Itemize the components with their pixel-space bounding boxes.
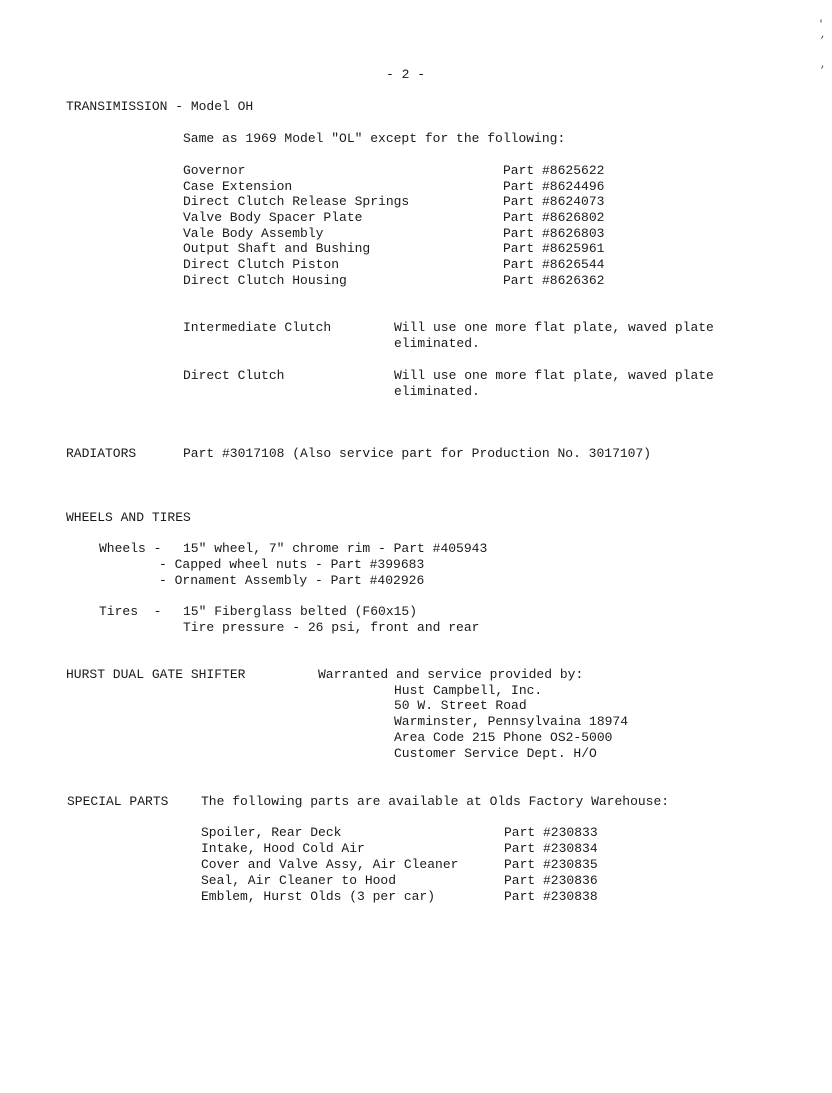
- special-part-number: Part #230838: [504, 889, 598, 904]
- wheels-tires-heading: WHEELS AND TIRES: [66, 510, 191, 525]
- scan-speck: ,: [820, 60, 827, 71]
- page-number: - 2 -: [386, 67, 426, 82]
- scan-speck: ': [818, 20, 825, 31]
- note-text: eliminated.: [394, 384, 480, 399]
- transmission-intro: Same as 1969 Model "OL" except for the following:: [183, 131, 566, 146]
- address-line: Warminster, Pennsylvaina 18974: [394, 714, 629, 729]
- scan-speck: ,: [820, 30, 827, 41]
- part-name: Direct Clutch Piston: [183, 257, 340, 272]
- special-part-number: Part #230836: [504, 873, 598, 888]
- address-line: Customer Service Dept. H/O: [394, 746, 597, 761]
- part-number: Part #8625622: [503, 163, 605, 178]
- part-name: Direct Clutch Release Springs: [183, 194, 410, 209]
- part-number: Part #8626802: [503, 210, 605, 225]
- note-label: Direct Clutch: [183, 368, 285, 383]
- tires-label: Tires -: [99, 604, 162, 619]
- special-part-number: Part #230834: [504, 841, 598, 856]
- part-number: Part #8626544: [503, 257, 605, 272]
- part-name: Vale Body Assembly: [183, 226, 324, 241]
- note-text: eliminated.: [394, 336, 480, 351]
- wheels-line: - Capped wheel nuts - Part #399683: [159, 557, 425, 572]
- part-name: Governor: [183, 163, 246, 178]
- address-line: Hust Campbell, Inc.: [394, 683, 543, 698]
- part-number: Part #8624073: [503, 194, 605, 209]
- part-name: Direct Clutch Housing: [183, 273, 347, 288]
- wheels-label: Wheels -: [99, 541, 162, 556]
- tires-line: Tire pressure - 26 psi, front and rear: [183, 620, 480, 635]
- note-label: Intermediate Clutch: [183, 320, 332, 335]
- part-number: Part #8624496: [503, 179, 605, 194]
- shifter-heading: HURST DUAL GATE SHIFTER: [66, 667, 246, 682]
- special-parts-heading: SPECIAL PARTS: [67, 794, 169, 809]
- special-part-name: Emblem, Hurst Olds (3 per car): [201, 889, 436, 904]
- shifter-intro: Warranted and service provided by:: [318, 667, 584, 682]
- part-name: Valve Body Spacer Plate: [183, 210, 363, 225]
- part-number: Part #8625961: [503, 241, 605, 256]
- part-number: Part #8626803: [503, 226, 605, 241]
- special-part-name: Intake, Hood Cold Air: [201, 841, 365, 856]
- note-text: Will use one more flat plate, waved plate: [394, 368, 714, 383]
- part-number: Part #8626362: [503, 273, 605, 288]
- special-part-name: Seal, Air Cleaner to Hood: [201, 873, 397, 888]
- wheels-line: 15" wheel, 7" chrome rim - Part #405943: [183, 541, 488, 556]
- part-name: Case Extension: [183, 179, 293, 194]
- address-line: 50 W. Street Road: [394, 698, 527, 713]
- radiators-text: Part #3017108 (Also service part for Production No. 3017107): [183, 446, 652, 461]
- special-part-number: Part #230833: [504, 825, 598, 840]
- tires-line: 15" Fiberglass belted (F60x15): [183, 604, 418, 619]
- note-text: Will use one more flat plate, waved plate: [394, 320, 714, 335]
- radiators-heading: RADIATORS: [66, 446, 137, 461]
- part-name: Output Shaft and Bushing: [183, 241, 371, 256]
- special-part-number: Part #230835: [504, 857, 598, 872]
- special-part-name: Spoiler, Rear Deck: [201, 825, 342, 840]
- special-part-name: Cover and Valve Assy, Air Cleaner: [201, 857, 459, 872]
- transmission-heading: TRANSIMISSION - Model OH: [66, 99, 254, 114]
- special-parts-intro: The following parts are available at Olds Factory Warehouse:: [201, 794, 670, 809]
- wheels-line: - Ornament Assembly - Part #402926: [159, 573, 425, 588]
- address-line: Area Code 215 Phone OS2-5000: [394, 730, 613, 745]
